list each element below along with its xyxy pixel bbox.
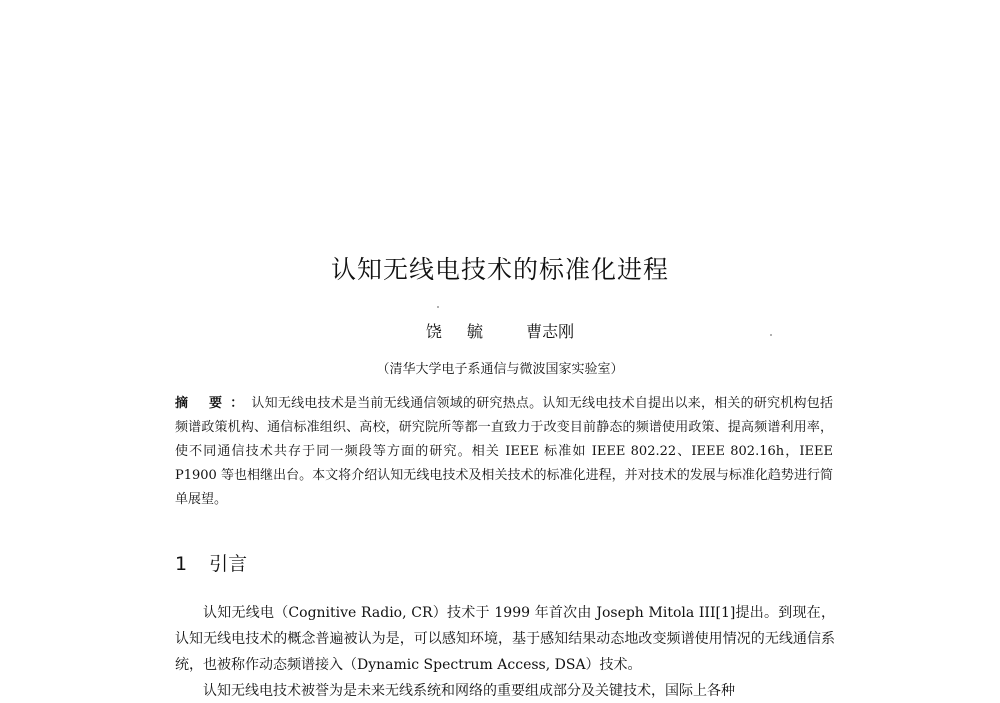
section-heading [175, 549, 247, 576]
abstract-label: 摘 要： [175, 396, 252, 411]
author-list [0, 319, 1000, 342]
scan-speck [770, 334, 772, 336]
section-title: 引言 [209, 553, 248, 575]
section-number: 1 [175, 553, 188, 575]
introduction-body [175, 600, 835, 703]
affiliation: （清华大学电子系通信与微波国家实验室） [376, 362, 624, 377]
abstract [175, 392, 833, 512]
author-name: 曹志刚 [526, 322, 575, 341]
scan-speck [437, 306, 439, 308]
author-name: 饶 毓 [425, 322, 493, 341]
paragraph: 认知无线电（Cognitive Radio, CR）技术于 1999 年首次由 Joseph Mitola III[1]提出。到现在，认知无线电技术的概念普遍被认为是，可以感知环境，基于感知结果动态地改变频谱使用情况的无线通信系统，也被称作动态频谱接入（Dynamic Spectrum Access, DSA）技术。 [175, 605, 835, 673]
paragraph: 认知无线电技术被誉为是未来无线系统和网络的重要组成部分及关键技术，国际上各种 [203, 683, 735, 699]
paper-title: 认知无线电技术的标准化进程 [330, 255, 669, 284]
abstract-text: 认知无线电技术是当前无线通信领域的研究热点。认知无线电技术自提出以来，相关的研究机构包括频谱政策机构、通信标准组织、高校，研究院所等都一直致力于改变目前静态的频谱使用政策、提高频谱利用率，使不同通信技术共存于同一频段等方面的研究。相关 IEEE 标准如 IEEE 802.22、IEEE 802.16h，IEEE P1900 等也相继出台。本文将介绍认知无线电技术及相关技术的标准化进程，并对技术的发展与标准化趋势进行简单展望。 [175, 396, 833, 507]
